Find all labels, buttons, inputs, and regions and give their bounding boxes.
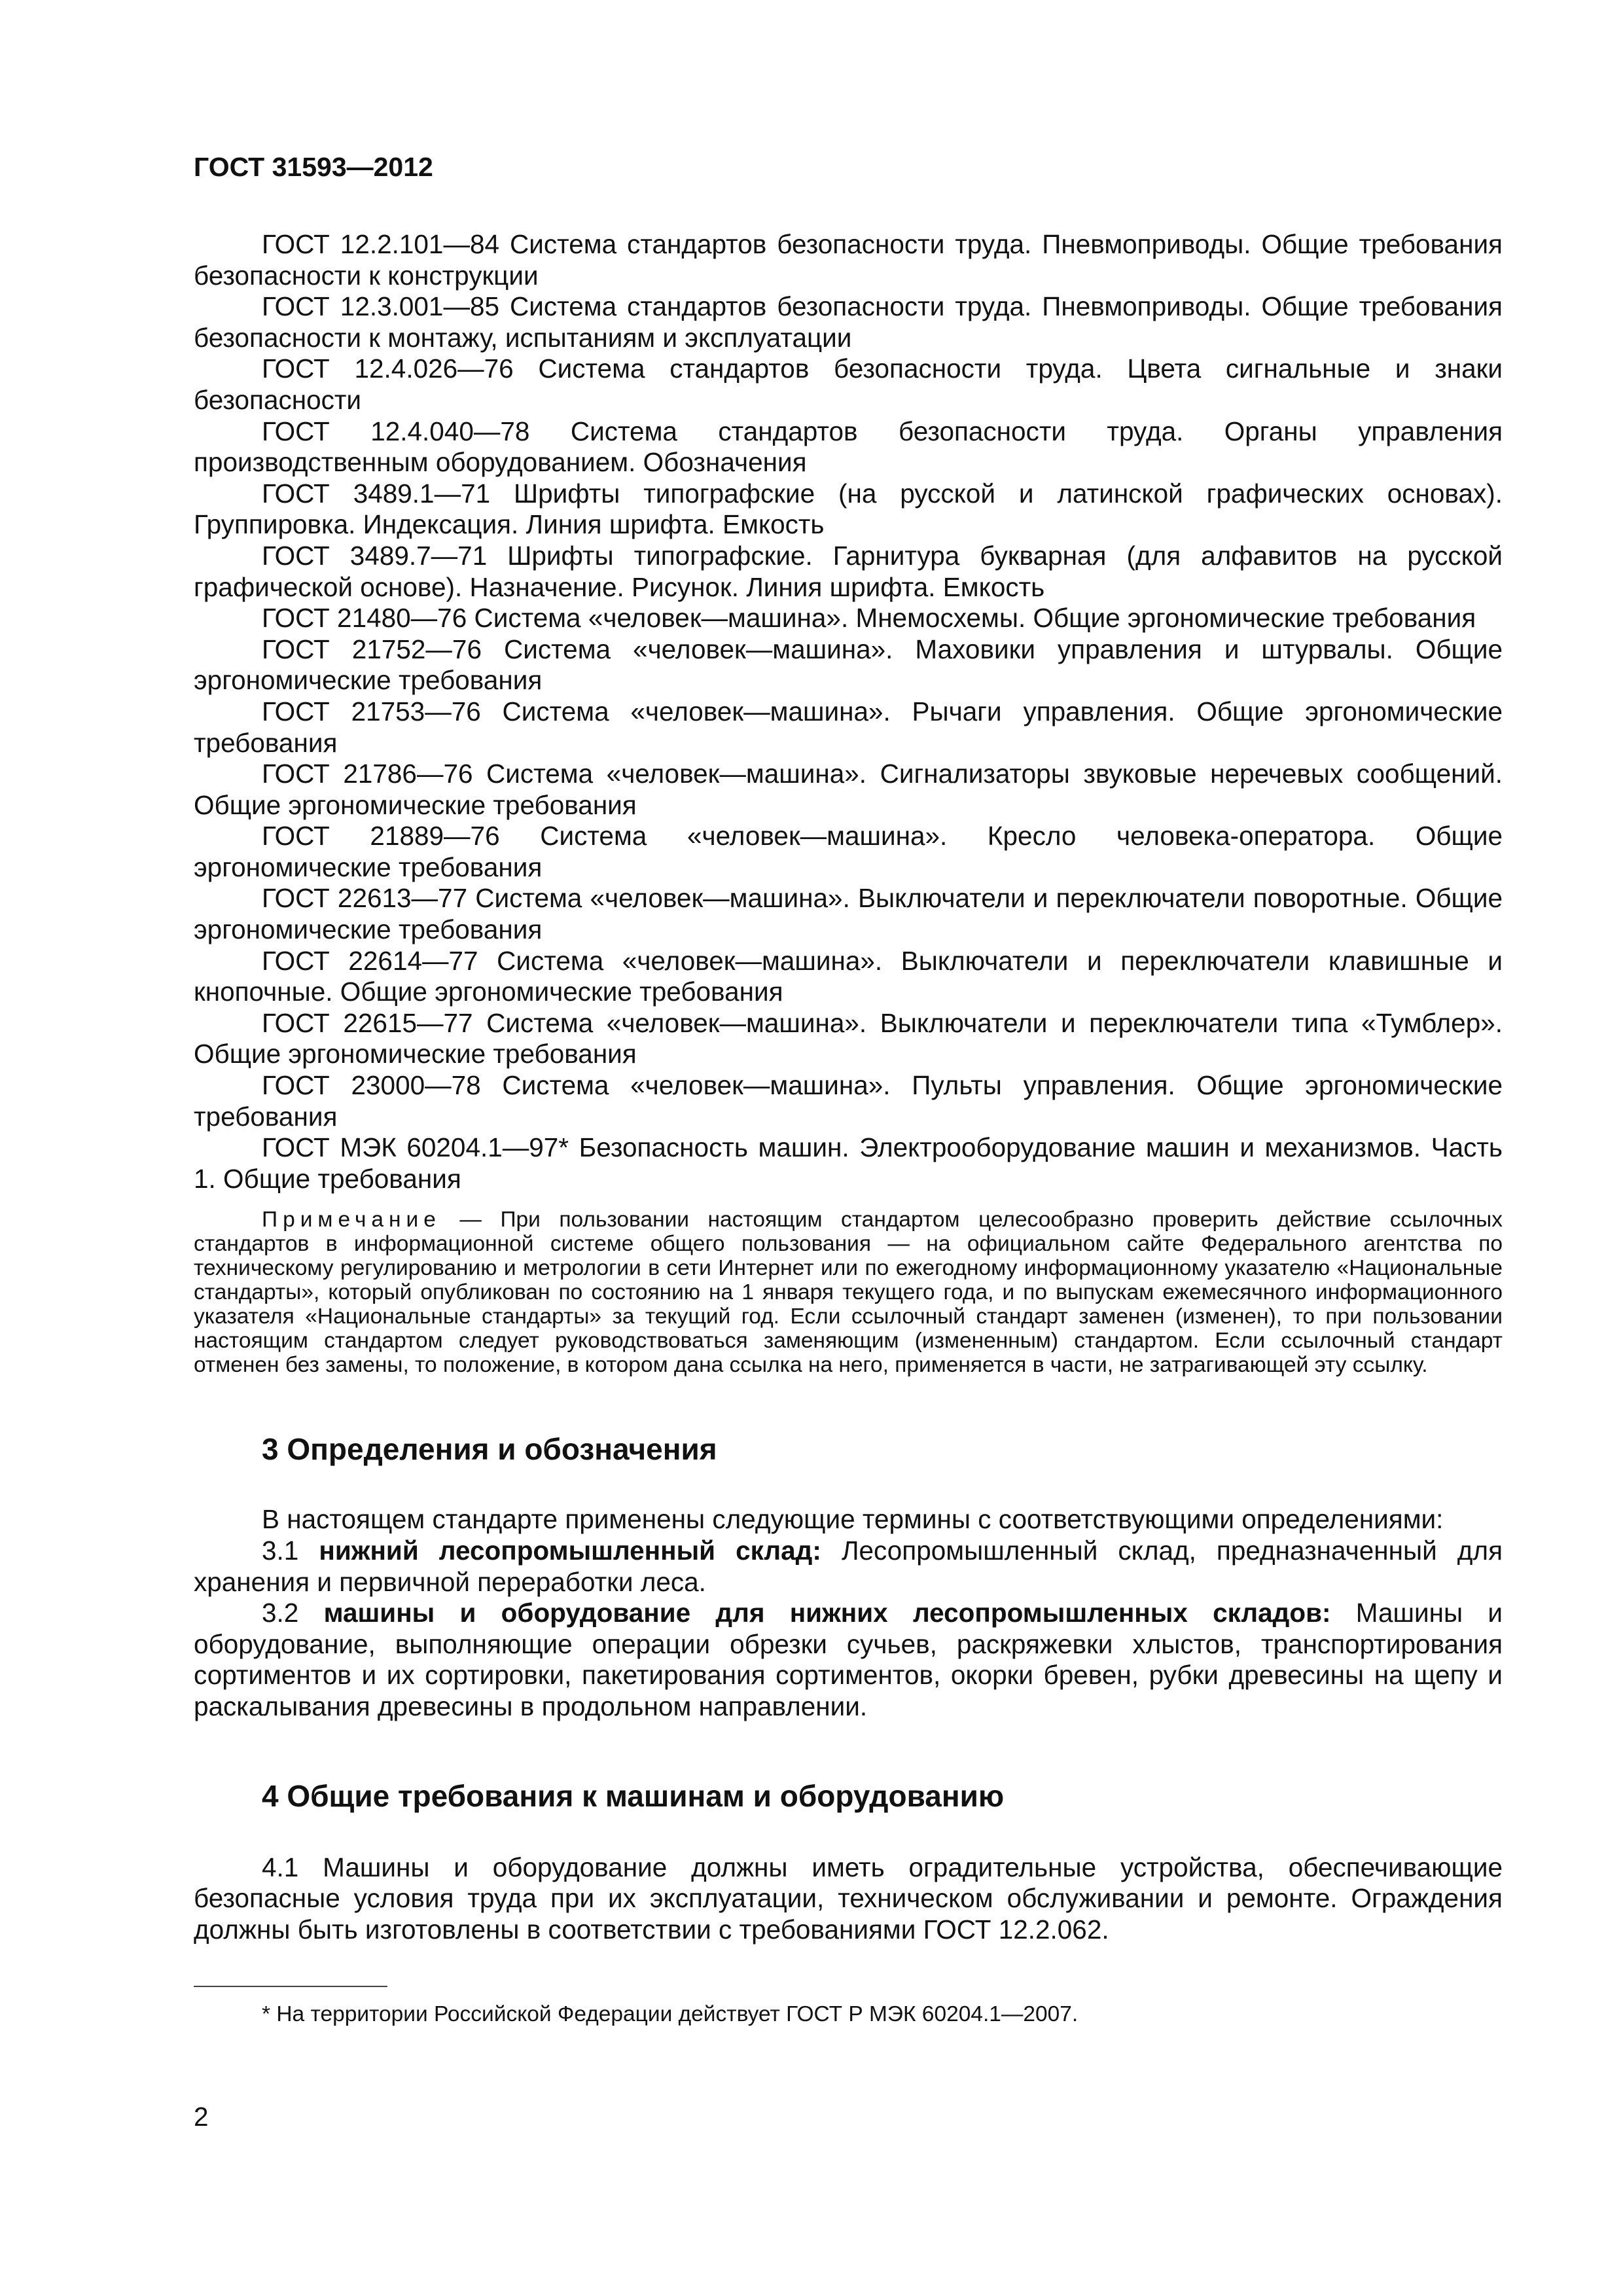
footnote: * На территории Российской Федерации действует ГОСТ Р МЭК 60204.1—2007. xyxy=(262,2002,1079,2027)
footnote-divider xyxy=(194,1986,387,1987)
term-definition xyxy=(194,1535,1503,1598)
term-definition xyxy=(194,1598,1503,1722)
term-number: 3.2 xyxy=(262,1598,299,1628)
term-text: Лесопромышленный склад, предназначенный для хранения и первичной переработки леса. xyxy=(194,1535,1503,1597)
section-3-title: 3 Определения и обозначения xyxy=(262,1432,717,1467)
reference-item: ГОСТ 21753—76 Система «человек—машина». Рычаги управления. Общие эргономические требования xyxy=(194,696,1503,758)
reference-item: ГОСТ 21752—76 Система «человек—машина». Маховики управления и штурвалы. Общие эргономические требования xyxy=(194,634,1503,696)
reference-item: ГОСТ 21786—76 Система «человек—машина». Сигнализаторы звуковые неречевых сообщений. Общие эргономические требования xyxy=(194,759,1503,820)
reference-item: ГОСТ 21480—76 Система «человек—машина». Мнемосхемы. Общие эргономические требования xyxy=(262,603,1476,634)
reference-item: ГОСТ 3489.1—71 Шрифты типографские (на русской и латинской графических основах). Группировка. Индексация. Линия шрифта. Емкость xyxy=(194,478,1503,540)
reference-item: ГОСТ 12.3.001—85 Система стандартов безопасности труда. Пневмоприводы. Общие требования безопасности к монтажу, испытаниям и эксплуатации xyxy=(194,291,1503,353)
note-block xyxy=(194,1208,1503,1377)
document-code-header: ГОСТ 31593—2012 xyxy=(194,152,433,182)
section-3-intro: В настоящем стандарте применены следующие термины с соответствующими определениями: xyxy=(262,1504,1444,1535)
reference-item: ГОСТ 12.2.101—84 Система стандартов безопасности труда. Пневмоприводы. Общие требования безопасности к конструкции xyxy=(194,229,1503,291)
term-text: Машины и оборудование, выполняющие операции обрезки сучьев, раскряжевки хлыстов, транспортирования сортиментов и их сортировки, пакетирования сортиментов, окорки бревен, рубки древесины на щепу и раскалывания древесины в продольном направлении. xyxy=(194,1598,1503,1721)
term-name: нижний лесопромышленный склад: xyxy=(319,1535,821,1566)
note-dash: — xyxy=(440,1208,501,1232)
normative-references-list xyxy=(194,229,1503,1194)
page-number: 2 xyxy=(194,2102,209,2132)
reference-item: ГОСТ 22615—77 Система «человек—машина». Выключатели и переключатели типа «Тумблер». Общие эргономические требования xyxy=(194,1007,1503,1069)
reference-item: ГОСТ 3489.7—71 Шрифты типографские. Гарнитура букварная (для алфавитов на русской графической основе). Назначение. Рисунок. Линия шрифта. Емкость xyxy=(194,540,1503,602)
reference-item: ГОСТ 12.4.040—78 Система стандартов безопасности труда. Органы управления производственным оборудованием. Обозначения xyxy=(194,416,1503,478)
section-4-title: 4 Общие требования к машинам и оборудованию xyxy=(262,1778,1005,1813)
term-number: 3.1 xyxy=(262,1535,299,1566)
reference-item: ГОСТ 12.4.026—76 Система стандартов безопасности труда. Цвета сигнальные и знаки безопасности xyxy=(194,353,1503,415)
section-4-paragraph-4-1: 4.1 Машины и оборудование должны иметь оградительные устройства, обеспечивающие безопасные условия труда при их эксплуатации, техническом обслуживании и ремонте. Ограждения должны быть изготовлены в соответствии с требованиями ГОСТ 12.2.062. xyxy=(194,1852,1503,1945)
reference-item: ГОСТ МЭК 60204.1—97* Безопасность машин. Электрооборудование машин и механизмов. Часть 1. Общие требования xyxy=(194,1132,1503,1194)
reference-item: ГОСТ 23000—78 Система «человек—машина». Пульты управления. Общие эргономические требования xyxy=(194,1070,1503,1132)
reference-item: ГОСТ 21889—76 Система «человек—машина». Кресло человека-оператора. Общие эргономические требования xyxy=(194,821,1503,882)
note-text: При пользовании настоящим стандартом целесообразно проверить действие ссылочных стандартов в информационной системе общего пользования — на официальном сайте Федерального агентства по техническому регулированию и метрологии в сети Интернет или по ежегодному информационному указателю «Национальные стандарты», который опубликован по состоянию на 1 января текущего года, и по выпускам ежемесячного информационного указателя «Национальные стандарты» за текущий год. Если ссылочный стандарт заменен (изменен), то при пользовании настоящим стандартом следует руководствоваться заменяющим (измененным) стандартом. Если ссылочный стандарт отменен без замены, то положение, в котором дана ссылка на него, применяется в части, не затрагивающей эту ссылку. xyxy=(194,1208,1503,1378)
document-page xyxy=(194,151,1503,2028)
reference-item: ГОСТ 22614—77 Система «человек—машина». Выключатели и переключатели клавишные и кнопочные. Общие эргономические требования xyxy=(194,945,1503,1007)
reference-item: ГОСТ 22613—77 Система «человек—машина». Выключатели и переключатели поворотные. Общие эргономические требования xyxy=(194,883,1503,945)
note-label: Примечание xyxy=(262,1208,441,1232)
term-name: машины и оборудование для нижних лесопромышленных складов: xyxy=(323,1598,1331,1628)
